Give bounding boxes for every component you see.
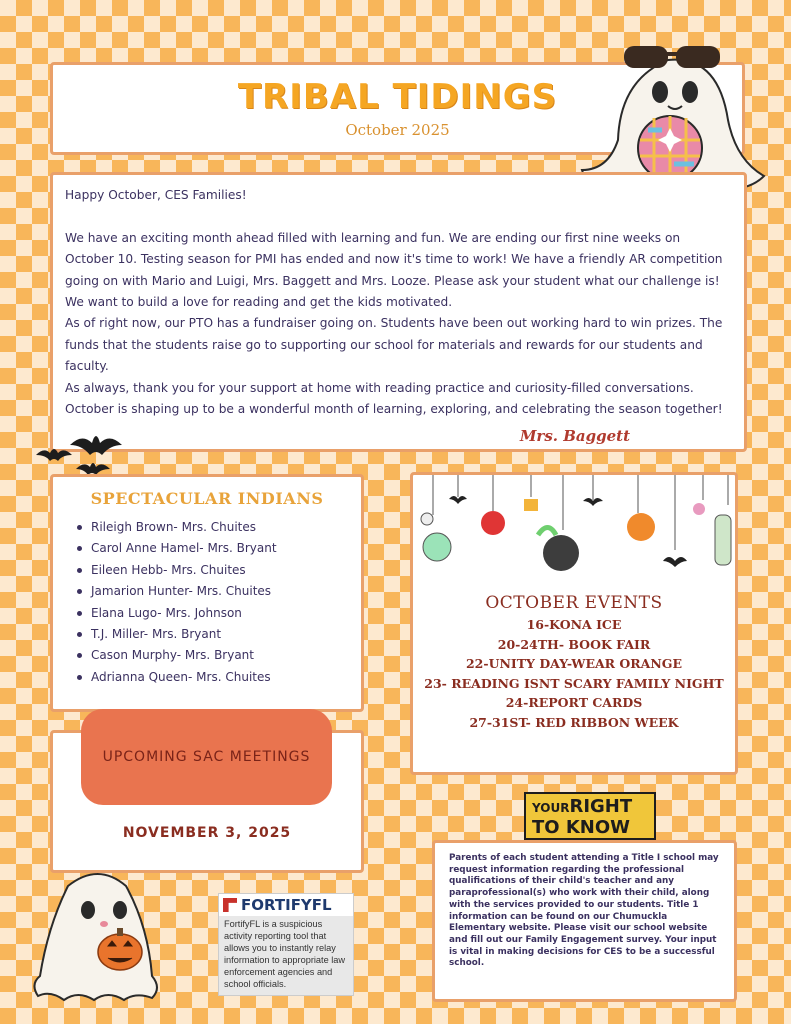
letter-paragraph: As always, thank you for your support at home with reading practice and curiosity-filled conversations. October is shaping up to be a wonderful month of learning, exploring, and celebrating the season together! <box>65 380 723 417</box>
halloween-garland-icon <box>413 475 741 585</box>
fortifyfl-logo <box>219 894 353 916</box>
fortifyfl-card <box>218 893 354 996</box>
student-list <box>75 517 277 688</box>
spectacular-heading: SPECTACULAR INDIANS <box>90 489 324 508</box>
list-item: Jamarion Hunter- Mrs. Chuites <box>75 581 277 602</box>
list-item: 22-UNITY DAY-WEAR ORANGE <box>465 656 683 671</box>
list-item: 20-24TH- BOOK FAIR <box>497 636 651 652</box>
letter-paragraph: As of right now, our PTO has a fundraiser going on. Students have been out working hard to win prizes. The funds that the students raise go to supporting our school for materials and rewards for our students and faculty. <box>65 316 723 374</box>
logo-word: YOUR <box>532 801 570 815</box>
principal-letter-panel <box>50 172 747 452</box>
ghost-pumpkin-icon <box>28 866 163 1006</box>
spectacular-indians-panel <box>50 474 364 712</box>
list-item: 24-REPORT CARDS <box>505 695 643 710</box>
newsletter-title: TRIBAL TIDINGS <box>237 77 558 117</box>
letter-signature: Mrs. Baggett <box>519 427 630 445</box>
sac-meeting-date: NOVEMBER 3, 2025 <box>122 825 292 841</box>
events-list <box>413 615 735 732</box>
letter-greeting: Happy October, CES Families! <box>65 188 247 202</box>
letter-paragraph: We have an exciting month ahead filled with learning and fun. We are ending our first nine weeks on October 10. Testing season for PMI has ended and now it's time to work! We have a friendly AR competition going on with Mario and Luigi, Mrs. Baggett and Mrs. Looze. Please ask your student what our challenge is! We want to build a love for reading and get the kids motivated. <box>65 230 723 310</box>
your-right-to-know-logo <box>524 792 656 840</box>
list-item: Rileigh Brown- Mrs. Chuites <box>75 517 277 538</box>
list-item: Elana Lugo- Mrs. Johnson <box>75 603 277 624</box>
list-item: Carol Anne Hamel- Mrs. Bryant <box>75 538 277 559</box>
logo-word: TO KNOW <box>532 817 631 838</box>
list-item: 27-31ST- RED RIBBON WEEK <box>469 714 679 730</box>
events-heading: OCTOBER EVENTS <box>485 593 663 613</box>
fortifyfl-mark-icon <box>223 898 237 912</box>
newsletter-date: October 2025 <box>345 121 450 139</box>
list-item: 16-KONA ICE <box>526 617 622 632</box>
list-item: Eileen Hebb- Mrs. Chuites <box>75 560 277 581</box>
sac-meetings-panel <box>50 730 364 873</box>
october-events-panel <box>410 472 738 775</box>
right-to-know-panel <box>432 840 737 1002</box>
list-item: Adrianna Queen- Mrs. Chuites <box>75 667 277 688</box>
list-item: Cason Murphy- Mrs. Bryant <box>75 645 277 666</box>
list-item: 23- READING ISNT SCARY FAMILY NIGHT <box>424 675 724 691</box>
logo-word: RIGHT <box>569 796 633 817</box>
list-item: T.J. Miller- Mrs. Bryant <box>75 624 277 645</box>
fortifyfl-description: FortifyFL is a suspicious activity reporting tool that allows you to instantly relay information to appropriate law enforcement agencies and school officials. <box>224 919 346 989</box>
fortifyfl-logo-text: FORTIFYFL <box>241 896 332 914</box>
right-to-know-text: Parents of each student attending a Title I school may request information regarding the professional qualifications of their child's teacher and any paraprofessional(s) who work with their child, along with the services provided to our students. Title 1 information can be found on our Chumuckla Elementary website. Please visit our school website and fill out our Family Engagement survey. Your input is vital in making decisions for CES to be a successful school. <box>449 853 719 969</box>
sac-meetings-label: UPCOMING SAC MEETINGS <box>81 709 332 805</box>
